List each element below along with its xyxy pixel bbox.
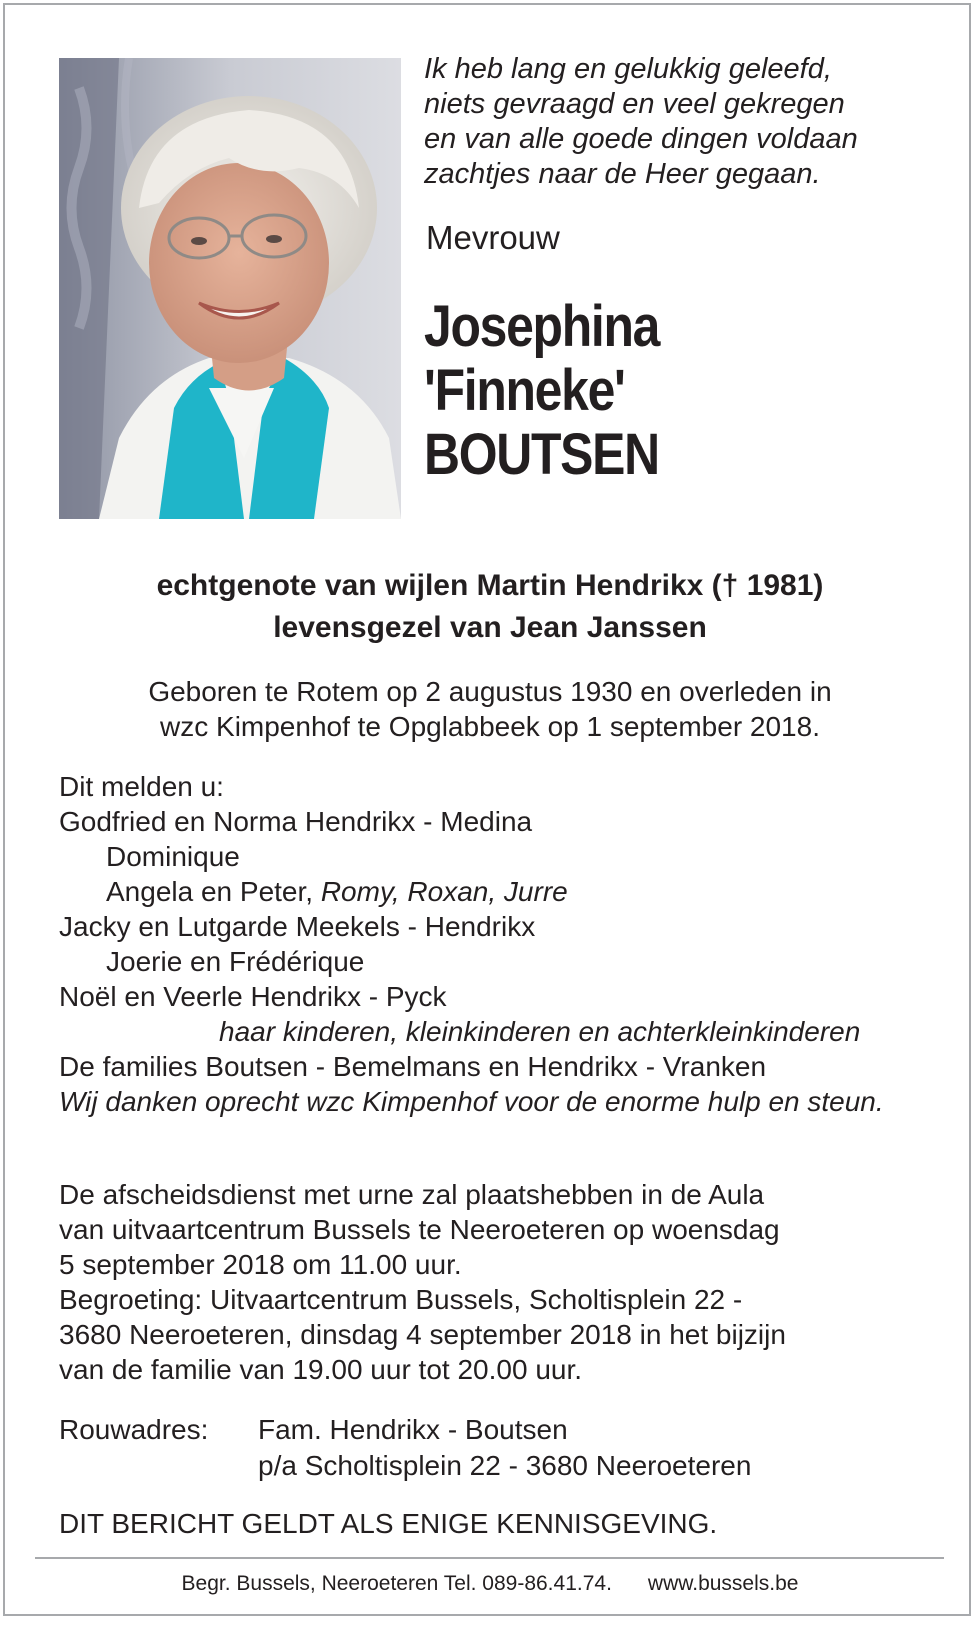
family-member: Jacky en Lutgarde Meekels - Hendrikx bbox=[59, 911, 536, 942]
service-info bbox=[59, 1177, 939, 1387]
service-line: 3680 Neeroeteren, dinsdag 4 september 2018 in het bijzijn bbox=[59, 1319, 786, 1350]
partner-line: levensgezel van Jean Janssen bbox=[273, 611, 707, 644]
address-line: p/a Scholtisplein 22 - 3680 Neeroeteren bbox=[258, 1450, 752, 1481]
birth-death-info bbox=[0, 674, 980, 744]
nickname: 'Finneke' bbox=[424, 358, 625, 423]
first-name: Josephina bbox=[424, 294, 660, 359]
family-member: Godfried en Norma Hendrikx - Medina bbox=[59, 806, 533, 837]
poem-line: en van alle goede dingen voldaan bbox=[424, 123, 858, 155]
portrait-photo bbox=[59, 58, 401, 519]
family-member: Joerie en Frédérique bbox=[106, 946, 365, 977]
poem-line: niets gevraagd en veel gekregen bbox=[424, 88, 845, 120]
descendants-caption: haar kinderen, kleinkinderen en achterkleinkinderen bbox=[219, 1016, 861, 1047]
mourning-address-label: Rouwadres: bbox=[59, 1414, 209, 1445]
family-member-names: Angela en Peter, bbox=[106, 876, 321, 907]
poem-line: zachtjes naar de Heer gegaan. bbox=[424, 158, 821, 190]
notice-statement: DIT BERICHT GELDT ALS ENIGE KENNISGEVING. bbox=[59, 1508, 718, 1539]
family-member: Noël en Veerle Hendrikx - Pyck bbox=[59, 981, 447, 1012]
family-list bbox=[59, 769, 939, 1119]
thanks-line: Wij danken oprecht wzc Kimpenhof voor de enorme hulp en steun. bbox=[59, 1086, 884, 1117]
service-line: 5 september 2018 om 11.00 uur. bbox=[59, 1249, 462, 1280]
footer bbox=[0, 1572, 980, 1596]
family-member: Dominique bbox=[106, 841, 240, 872]
salutation: Mevrouw bbox=[426, 219, 560, 256]
family-intro: Dit melden u: bbox=[59, 771, 224, 802]
footer-divider bbox=[35, 1557, 944, 1559]
last-name: BOUTSEN bbox=[424, 422, 659, 487]
service-line: Begroeting: Uitvaartcentrum Bussels, Scholtisplein 22 - bbox=[59, 1284, 743, 1315]
service-line: van uitvaartcentrum Bussels te Neeroeteren op woensdag bbox=[59, 1214, 780, 1245]
deceased-name bbox=[424, 295, 659, 487]
service-line: van de familie van 19.00 uur tot 20.00 uur. bbox=[59, 1354, 583, 1385]
birth-line: Geboren te Rotem op 2 augustus 1930 en overleden in bbox=[148, 676, 832, 707]
service-line: De afscheidsdienst met urne zal plaatshebben in de Aula bbox=[59, 1179, 765, 1210]
poem-line: Ik heb lang en gelukkig geleefd, bbox=[424, 53, 832, 85]
relations bbox=[0, 565, 980, 649]
families-line: De families Boutsen - Bemelmans en Hendrikx - Vranken bbox=[59, 1051, 767, 1082]
great-grandchildren: Romy, Roxan, Jurre bbox=[320, 876, 568, 907]
mourning-address-value bbox=[258, 1412, 751, 1484]
family-member bbox=[59, 874, 939, 909]
death-line: wzc Kimpenhof te Opglabbeek op 1 september 2018. bbox=[160, 711, 820, 742]
poem bbox=[424, 52, 944, 192]
spouse-line: echtgenote van wijlen Martin Hendrikx († 1981) bbox=[156, 569, 824, 602]
funeral-home-contact: Begr. Bussels, Neeroeteren Tel. 089-86.41.74. bbox=[181, 1572, 612, 1595]
address-line: Fam. Hendrikx - Boutsen bbox=[258, 1414, 568, 1445]
website-link[interactable]: www.bussels.be bbox=[647, 1572, 799, 1595]
